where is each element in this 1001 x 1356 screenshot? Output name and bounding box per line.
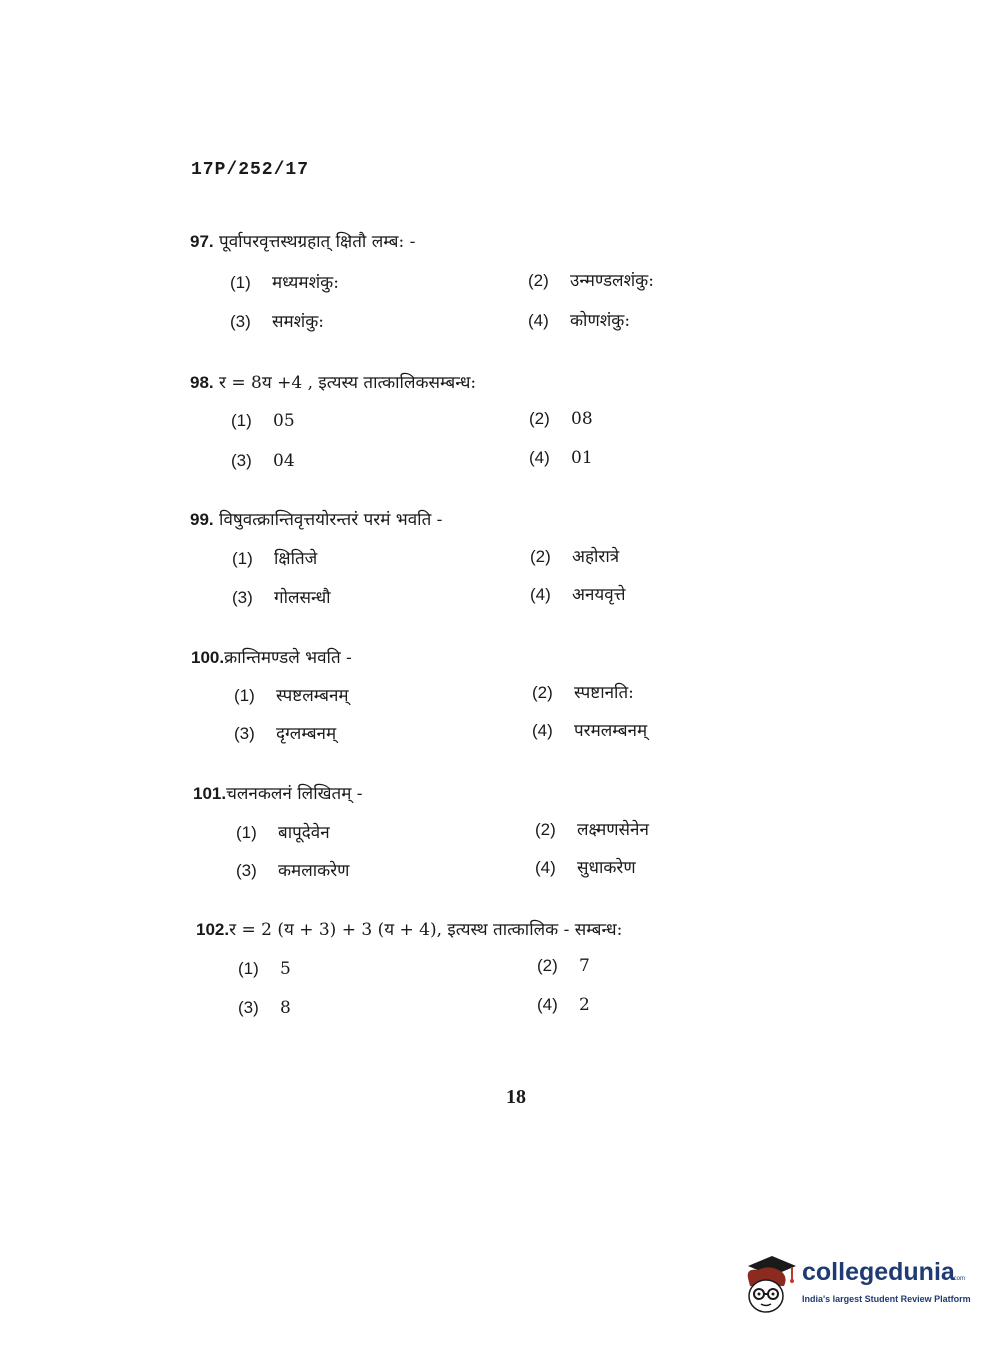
option-number: (3) [231,451,252,470]
question-number: 99. [190,510,214,529]
student-mascot-icon [740,1252,798,1318]
option-text: स्पष्टानति: [574,683,634,703]
option-102-4 [537,994,590,1016]
option-97-1 [230,272,339,294]
option-text: 08 [571,409,593,429]
option-number: (3) [236,861,257,880]
question-102 [196,918,756,942]
question-text: र = 2 (य + 3) + 3 (य + 4), इत्यस्थ तात्कालिक - सम्बन्ध: [229,920,623,940]
option-99-2 [530,546,619,568]
question-98 [190,371,750,395]
option-number: (4) [529,448,550,467]
option-text: 5 [280,959,291,979]
option-text: लक्ष्मणसेनेन [577,820,649,840]
option-text: अनयवृत्ते [572,585,626,605]
option-text: 8 [280,998,291,1018]
option-number: (1) [234,686,255,705]
question-99 [190,508,750,532]
option-text: क्षितिजे [274,549,318,569]
option-number: (3) [238,998,259,1017]
logo-wordmark: collegedunia [802,1258,955,1286]
logo-tld: .com [952,1276,966,1282]
option-text: गोलसन्धौ [274,588,331,608]
option-98-1 [231,410,295,432]
logo-tagline: India's largest Student Review Platform [802,1294,971,1304]
option-number: (4) [532,721,553,740]
option-97-3 [230,311,324,333]
option-101-1 [236,822,330,844]
option-number: (4) [535,858,556,877]
option-text: समशंकु: [272,312,325,332]
option-number: (4) [530,585,551,604]
option-number: (3) [234,724,255,743]
option-97-2 [528,270,654,292]
option-98-4 [529,447,593,469]
option-number: (1) [232,549,253,568]
question-number: 97. [190,232,214,251]
option-number: (2) [535,820,556,839]
option-100-2 [532,682,634,704]
option-101-3 [236,860,349,882]
page-number: 18 [506,1086,526,1108]
option-98-3 [231,450,295,472]
option-number: (1) [230,273,251,292]
option-text: 01 [571,448,593,468]
option-text: मध्यमशंकु: [272,273,339,293]
option-text: 05 [273,411,295,431]
option-text: परमलम्बनम् [574,721,648,741]
question-number: 102. [196,920,230,939]
option-number: (1) [236,823,257,842]
option-number: (3) [230,312,251,331]
option-99-4 [530,584,625,606]
option-number: (2) [528,271,549,290]
option-99-3 [232,587,331,609]
option-text: 2 [579,995,590,1015]
option-101-4 [535,857,636,879]
option-102-3 [238,997,291,1019]
collegedunia-logo [740,1252,970,1318]
option-number: (2) [537,956,558,975]
option-100-3 [234,723,336,745]
question-number: 100. [191,648,225,667]
option-text: उन्मण्डलशंकु: [570,271,654,291]
question-97 [190,230,750,254]
question-number: 101. [193,784,227,803]
option-text: स्पष्टलम्बनम् [276,686,349,706]
option-number: (1) [238,959,259,978]
option-text: दृग्लम्बनम् [276,724,337,744]
option-number: (3) [232,588,253,607]
option-number: (1) [231,411,252,430]
option-98-2 [529,408,593,430]
option-number: (4) [537,995,558,1014]
question-100 [191,646,751,670]
question-number: 98. [190,373,214,392]
option-102-1 [238,958,291,980]
option-text: अहोरात्रे [572,547,620,567]
option-99-1 [232,548,317,570]
option-101-2 [535,819,649,841]
option-number: (4) [528,311,549,330]
option-text: कोणशंकु: [570,311,631,331]
option-97-4 [528,310,630,332]
option-number: (2) [530,547,551,566]
option-number: (2) [529,409,550,428]
option-text: 04 [273,451,295,471]
option-text: बापूदेवेन [278,823,330,843]
paper-code: 17P/252/17 [191,160,310,180]
option-text: 7 [579,956,590,976]
question-text: चलनकलनं लिखितम् - [226,784,363,804]
option-text: कमलाकरेण [278,861,350,881]
question-101 [193,782,753,806]
option-number: (2) [532,683,553,702]
option-100-1 [234,685,349,707]
option-102-2 [537,955,590,977]
option-text: सुधाकरेण [577,858,636,878]
question-text: पूर्वापरवृत्तस्थग्रहात् क्षितौ लम्ब: - [219,232,416,252]
question-text: क्रान्तिमण्डले भवति - [224,648,352,668]
question-text: विषुवत्क्रान्तिवृत्तयोरन्तरं परमं भवति - [219,510,443,530]
question-text: र = 8य +4 , इत्यस्य तात्कालिकसम्बन्ध: [219,373,477,393]
option-100-4 [532,720,647,742]
